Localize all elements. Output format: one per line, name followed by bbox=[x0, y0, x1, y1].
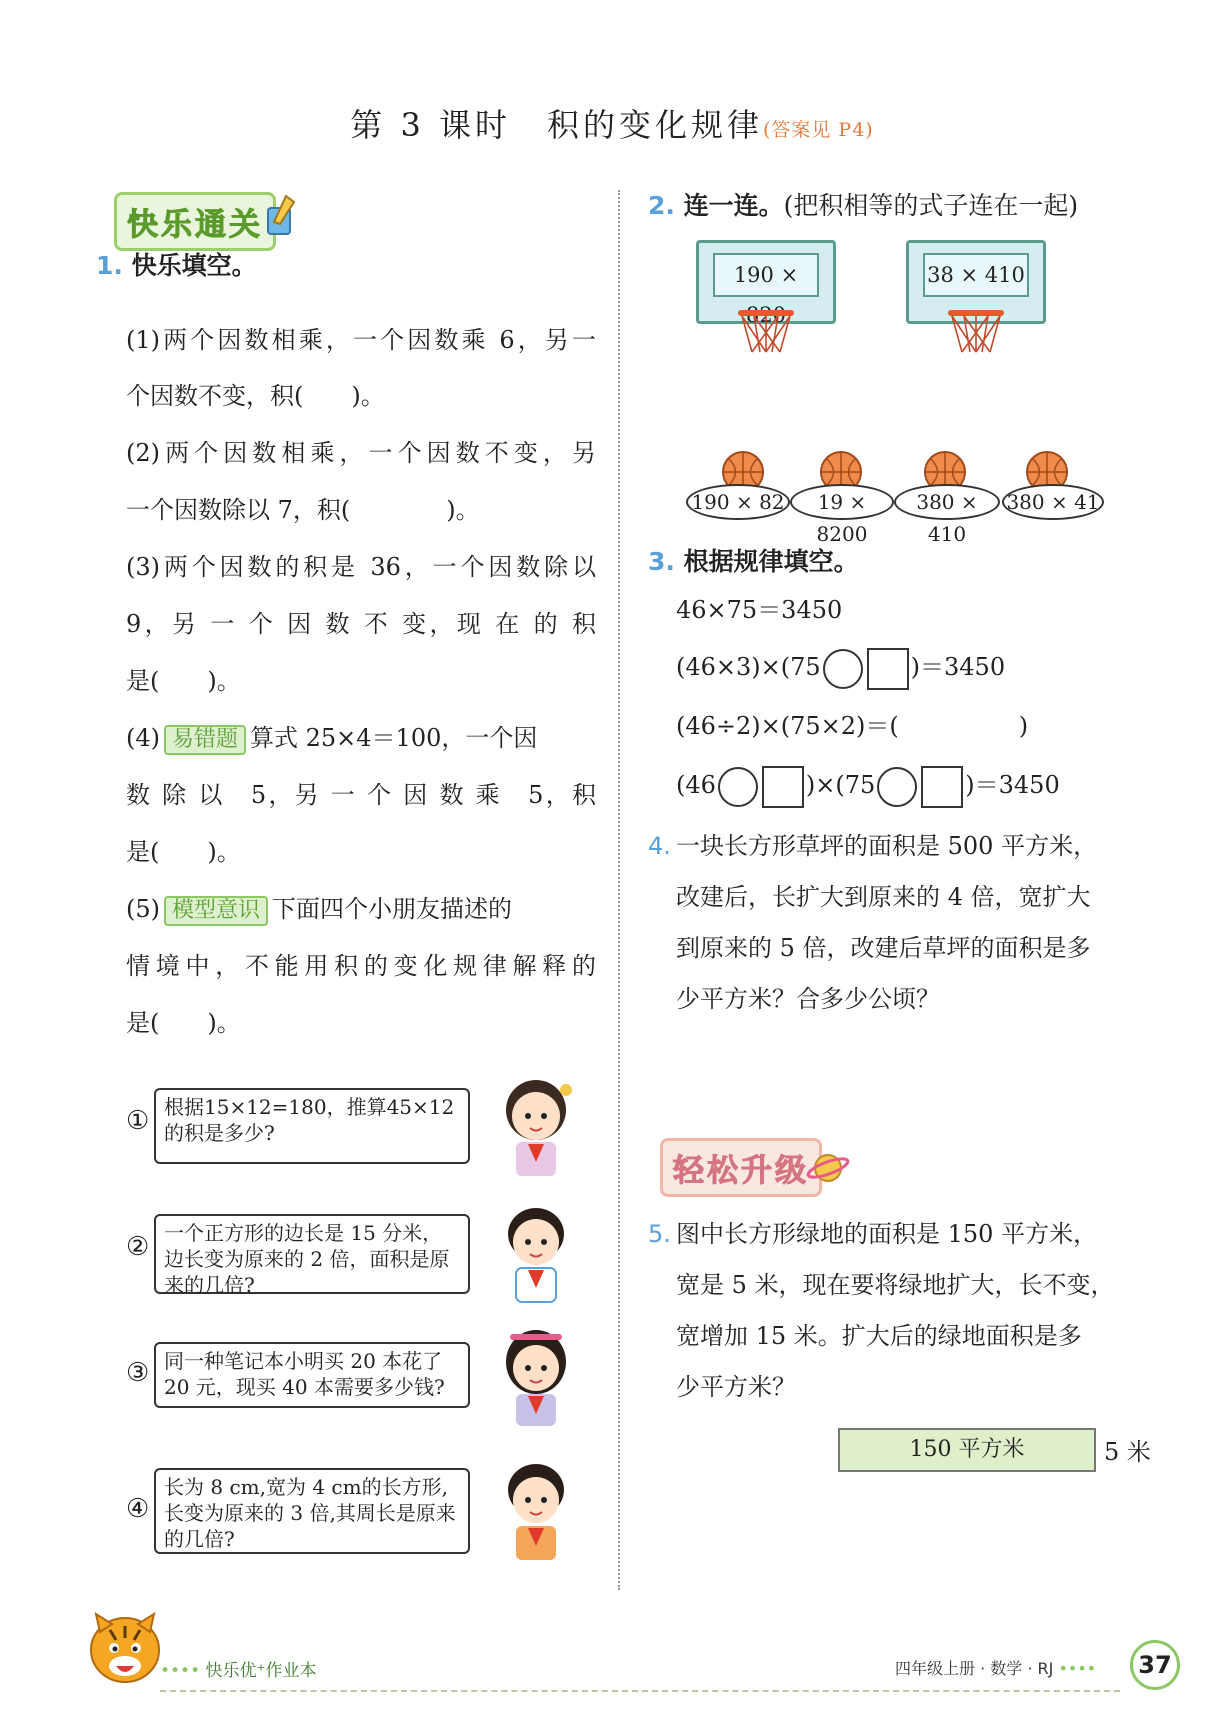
q5-line: 少平方米？ bbox=[676, 1373, 796, 1401]
q1-line: 一个因数除以 7，积( )。 bbox=[126, 496, 480, 524]
q5-line: 宽增加 15 米。扩大后的绿地面积是多 bbox=[676, 1322, 1082, 1350]
footer-dots: •••• bbox=[1058, 1659, 1097, 1678]
operator-blank[interactable] bbox=[823, 649, 863, 689]
q1-line: (2)两个因数相乘，一个因数不变，另 bbox=[126, 439, 596, 467]
footer-book-text: 四年级上册 · 数学 · RJ bbox=[895, 1659, 1054, 1678]
option-number: ④ bbox=[126, 1494, 150, 1524]
q3-expr: )＝3450 bbox=[910, 653, 1006, 681]
number-blank[interactable] bbox=[762, 766, 804, 808]
page-title bbox=[0, 100, 1224, 146]
q1-line: 情境中，不能用积的变化规律解释的 bbox=[126, 952, 596, 980]
q1-prefix: (5) bbox=[126, 895, 160, 923]
option-bubble: 根据15×12=180，推算45×12的积是多少? bbox=[154, 1088, 470, 1164]
q1-title: 快乐填空。 bbox=[131, 251, 257, 280]
board-expression: 190 × bbox=[713, 253, 819, 297]
q1-heading bbox=[96, 246, 257, 282]
q5-number: 5. bbox=[648, 1220, 671, 1248]
planet-icon bbox=[806, 1148, 850, 1188]
q3-expr: (46 bbox=[676, 771, 716, 799]
basketball-icon bbox=[718, 448, 768, 488]
basketball-net-icon bbox=[948, 310, 1004, 354]
girl-avatar-icon bbox=[488, 1070, 584, 1180]
footer-dashed-line bbox=[160, 1690, 1120, 1692]
ball-expression: 380 × 41 bbox=[1002, 484, 1104, 520]
q3-number: 3. bbox=[648, 547, 675, 576]
answer-note: (答案见 P4) bbox=[762, 119, 874, 141]
q1-line: 是( )。 bbox=[126, 667, 241, 695]
ball-expression: 19 × 8200 bbox=[790, 484, 894, 520]
lesson-title: 第 3 课时 积的变化规律 bbox=[350, 106, 763, 144]
q5-line: 宽是 5 米，现在要将绿地扩大，长不变， bbox=[676, 1271, 1115, 1299]
q1-line: (3)两个因数的积是 36，一个因数除以 bbox=[126, 553, 596, 581]
board-expression: 38 × 410 bbox=[923, 253, 1029, 297]
basketball-icon bbox=[920, 448, 970, 488]
q1-text: 下面四个小朋友描述的 bbox=[272, 895, 513, 923]
q3-expr: (46×3)×(75 bbox=[676, 653, 821, 681]
q3-line: (46÷2)×(75×2)＝( ) bbox=[676, 712, 1029, 740]
pencil-icon bbox=[262, 194, 298, 240]
q1-line-4 bbox=[126, 722, 537, 755]
tiger-mascot-icon bbox=[86, 1606, 164, 1690]
ball-expression: 190 × 82 bbox=[686, 484, 790, 520]
section-tag-upgrade bbox=[660, 1138, 850, 1197]
operator-blank[interactable] bbox=[877, 767, 917, 807]
q3-line-4 bbox=[676, 762, 1060, 808]
q4-line: 到原来的 5 倍，改建后草坪的面积是多 bbox=[676, 934, 1091, 962]
q3-expr: )×(75 bbox=[805, 771, 876, 799]
q1-prefix: (4) bbox=[126, 724, 160, 752]
q1-number: 1. bbox=[96, 251, 123, 280]
section-tag-label: 快乐通关 bbox=[114, 192, 276, 251]
q5-line: 图中长方形绿地的面积是 150 平方米， bbox=[676, 1220, 1098, 1248]
q2-title: 连一连。 bbox=[683, 191, 784, 220]
q4-line: 一块长方形草坪的面积是 500 平方米， bbox=[676, 832, 1098, 860]
ball-expression: 380 × 410 bbox=[894, 484, 1000, 520]
section-tag-happy bbox=[114, 192, 298, 251]
number-blank[interactable] bbox=[867, 648, 909, 690]
error-prone-badge: 易错题 bbox=[164, 725, 246, 755]
q1-line: 数 除 以 5，另 一 个 因 数 乘 5，积 bbox=[126, 781, 596, 809]
option-number: ③ bbox=[126, 1358, 150, 1388]
q2-number: 2. bbox=[648, 191, 675, 220]
basketball-net-icon bbox=[738, 310, 794, 354]
boy-avatar-icon bbox=[488, 1454, 584, 1564]
q3-expr: )＝3450 bbox=[965, 771, 1060, 799]
q3-title: 根据规律填空。 bbox=[683, 547, 859, 576]
q4-line: 少平方米？合多少公顷？ bbox=[676, 985, 940, 1013]
section-tag-label: 轻松升级 bbox=[660, 1138, 822, 1197]
q1-line: 个因数不变，积( )。 bbox=[126, 382, 385, 410]
width-label: 5 米 bbox=[1104, 1438, 1151, 1466]
option-number: ① bbox=[126, 1106, 150, 1136]
column-divider bbox=[618, 190, 620, 1590]
model-badge: 模型意识 bbox=[164, 896, 268, 926]
basketball-icon bbox=[816, 448, 866, 488]
q1-text: 算式 25×4＝100，一个因 bbox=[250, 724, 538, 752]
footer-brand bbox=[160, 1656, 317, 1681]
q3-line-2 bbox=[676, 644, 1005, 690]
green-rectangle: 150 平方米 bbox=[838, 1428, 1096, 1472]
q3-heading bbox=[648, 542, 859, 578]
footer-book-info bbox=[895, 1656, 1096, 1679]
q2-subtitle: (把积相等的式子连在一起) bbox=[783, 191, 1079, 220]
q2-heading bbox=[648, 186, 1078, 222]
operator-blank[interactable] bbox=[718, 767, 758, 807]
q3-line: 46×75＝3450 bbox=[676, 596, 843, 624]
q1-line: 是( )。 bbox=[126, 1009, 241, 1037]
boy-avatar-icon bbox=[488, 1196, 584, 1306]
q4-number: 4. bbox=[648, 832, 671, 860]
basketball-icon bbox=[1022, 448, 1072, 488]
q1-line: (1)两个因数相乘，一个因数乘 6，另一 bbox=[126, 326, 596, 354]
option-bubble: 同一种笔记本小明买 20 本花了 20 元，现买 40 本需要多少钱? bbox=[154, 1342, 470, 1408]
page-number: 37 bbox=[1130, 1640, 1180, 1690]
q1-line: 9，另 一 个 因 数 不 变，现 在 的 积 bbox=[126, 610, 596, 638]
number-blank[interactable] bbox=[921, 766, 963, 808]
q1-line-5 bbox=[126, 893, 512, 926]
q1-line: 是( )。 bbox=[126, 838, 241, 866]
footer-dots: •••• bbox=[160, 1661, 201, 1681]
option-number: ② bbox=[126, 1232, 150, 1262]
footer-brand-text: 快乐优⁺作业本 bbox=[205, 1661, 317, 1681]
q4-line: 改建后，长扩大到原来的 4 倍，宽扩大 bbox=[676, 883, 1091, 911]
option-bubble: 一个正方形的边长是 15 分米，边长变为原来的 2 倍，面积是原来的几倍? bbox=[154, 1214, 470, 1294]
girl-avatar-icon bbox=[488, 1320, 584, 1430]
option-bubble: 长为 8 cm,宽为 4 cm的长方形,长变为原来的 3 倍,其周长是原来的几倍? bbox=[154, 1468, 470, 1554]
